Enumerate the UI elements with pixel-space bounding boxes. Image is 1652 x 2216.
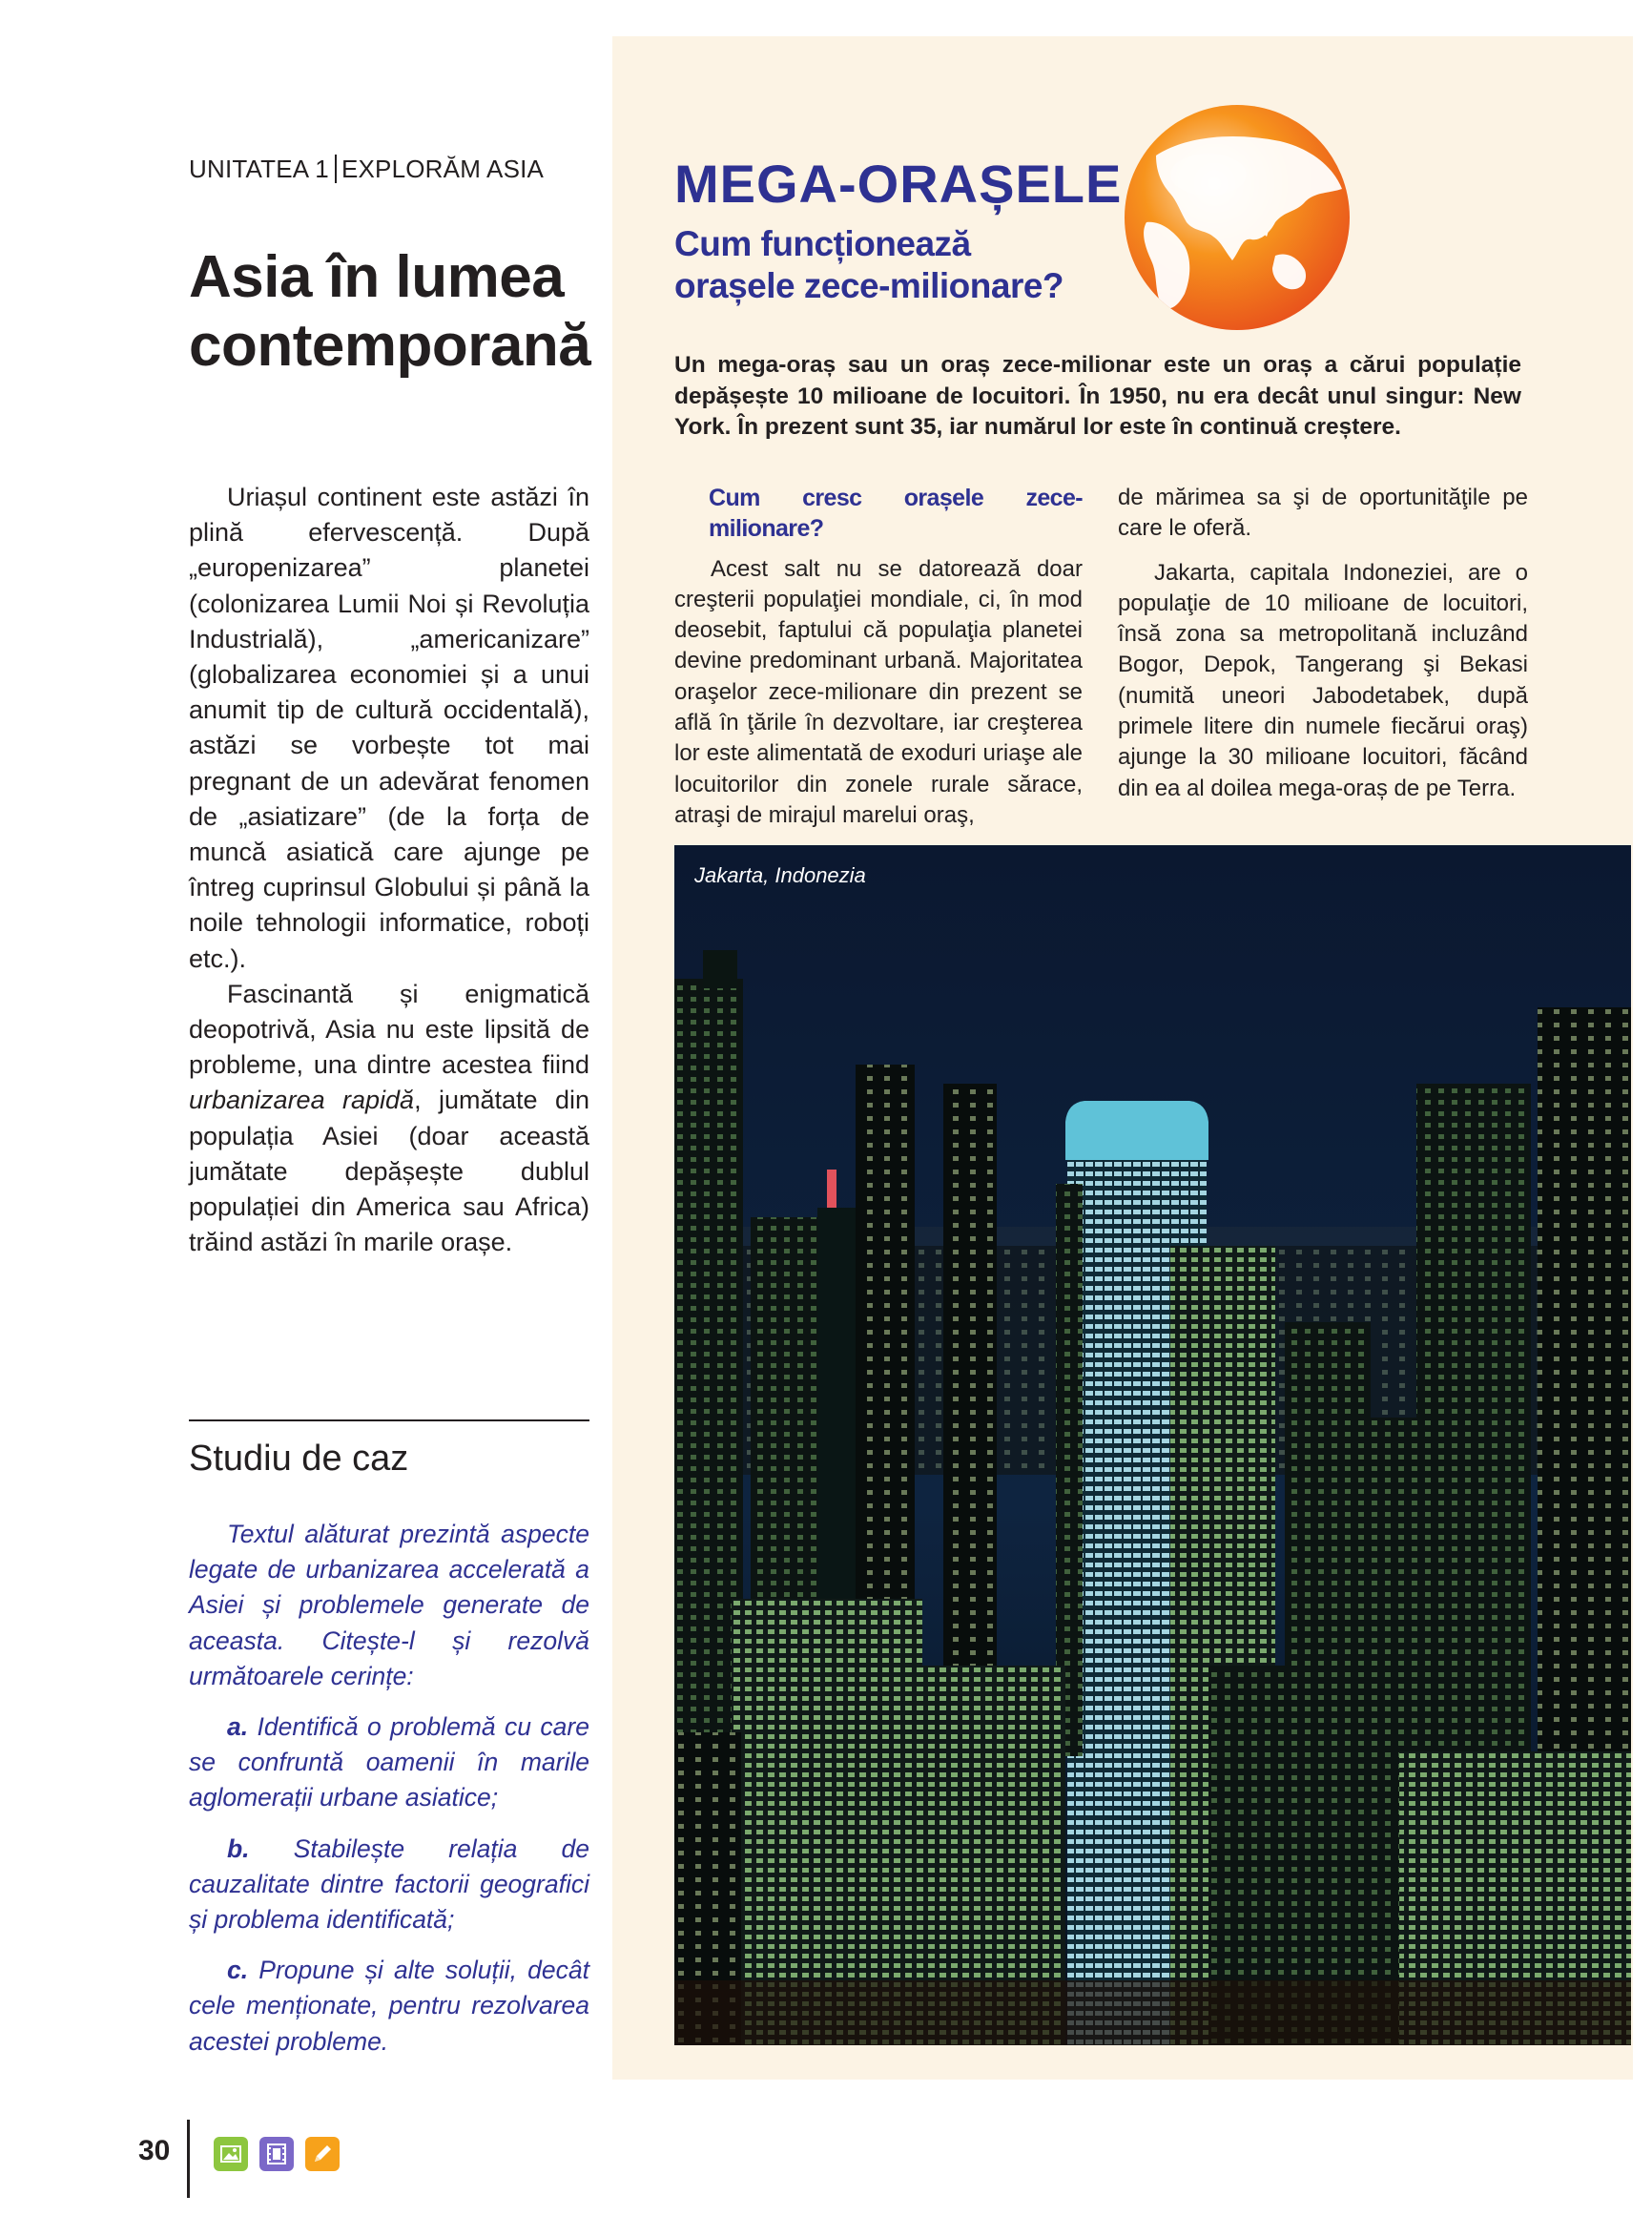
panel-subtitle: Cum funcționează orașele zece-milionare?: [674, 224, 1064, 305]
intro-text: [189, 480, 589, 1260]
case-study-body: [189, 1517, 589, 2075]
globe-icon: [1118, 98, 1356, 337]
footer-divider: [187, 2120, 190, 2198]
unit-header: [189, 155, 544, 184]
page-number: 30: [138, 2135, 171, 2166]
panel-lead: Un mega-oraș sau un oraș zece-milionar este un oraș a cărui populație depășește 10 milioane de locuitori. În 1950, nu era decât unul singur: New York. În prezent sunt 35, iar numărul lor este în continuă creștere.: [674, 352, 1521, 440]
unit-label: UNITATEA 1: [189, 155, 329, 183]
header-divider: [335, 155, 337, 183]
film-icon[interactable]: [259, 2137, 294, 2171]
image-icon[interactable]: [214, 2137, 248, 2171]
photo-caption: Jakarta, Indonezia: [694, 863, 866, 887]
page-title-line2: contemporană: [189, 313, 591, 379]
page-title: [189, 243, 609, 381]
jakarta-skyline-photo: [674, 845, 1631, 2045]
column-2-jakarta: Jakarta, capitala Indoneziei, are o populaţie de 10 milioane de locuitori, însă zona sa metropolitană incluzând Bogor, Depok, Tangerang şi Bekasi (numită uneori Jabodetabek, după primele litere din numele fiecărui oraş) ajunge la 30 milioane locuitori, făcând din ea al doilea mega-oraș de pe Terra.: [1118, 559, 1528, 801]
pencil-icon[interactable]: [305, 2137, 340, 2171]
column-2-continuation: de mărimea sa şi de oportunităţile pe care le oferă.: [1118, 485, 1528, 542]
case-study-intro: Textul alăturat prezintă aspecte legate de urbanizarea accelerată a Asiei și problemele generate de aceasta. Citește-l și rezolvă următoarele cerințe:: [189, 1520, 589, 1690]
article-column-1: [674, 483, 1083, 831]
urbanization-emphasis: urbanizarea rapidă: [189, 1086, 415, 1115]
case-study-item-a: a. Identifică o problemă cu care se confruntă oamenii în marile aglomerații urbane asiatice;: [189, 1712, 589, 1812]
column-1-text: Acest salt nu se datorează doar creşterii populaţiei mondiale, ci, în mod deosebit, faptului că populaţia planetei devine predominant urbană. Majoritatea oraşelor zece-milionare din prezent se află în ţările în dezvoltare, iar creşterea lor este alimentată de exoduri uriaşe ale locuitorilor din zonele rurale sărace, atraşi de mirajul marelui oraş,: [674, 555, 1083, 828]
case-study-item-b: b. Stabilește relația de cauzalitate dintre factorii geografici și problema identificată;: [189, 1833, 589, 1935]
intro-paragraph-2: Fascinantă și enigmatică deopotrivă, Asia nu este lipsită de probleme, una dintre acestea fiind urbanizarea rapidă, jumătate din populația Asiei (doar această jumătate depășește dublul populației din America sau Africa) trăind astăzi în marile orașe.: [189, 979, 590, 1257]
case-study-title: Studiu de caz: [189, 1439, 409, 1479]
panel-title: MEGA-ORAȘELE: [674, 154, 1123, 214]
unit-topic: EXPLORĂM ASIA: [341, 155, 545, 183]
case-study-divider: [189, 1419, 589, 1421]
page-title-line1: Asia în lumea: [189, 244, 565, 310]
case-study-item-c: c. Propune și alte soluții, decât cele menționate, pentru rezolvarea acestei probleme.: [189, 1956, 589, 2056]
section-heading: Cum cresc orașele zece-milionare?: [709, 485, 1083, 543]
article-column-2: [1118, 483, 1528, 804]
intro-paragraph-1: Uriașul continent este astăzi în plină efervescență. După „europenizarea” planetei (colonizarea Lumii Noi și Revoluția Industrială), „americanizare” (globalizarea economiei și a unui anumit tip de cultură occidentală), astăzi se vorbește tot mai pregnant de un adevărat fenomen de „asiatizare” (de la forța de muncă asiatică care ajunge pe întreg cuprinsul Globului și până la noile tehnologii informatice, roboți etc.).: [189, 483, 589, 973]
